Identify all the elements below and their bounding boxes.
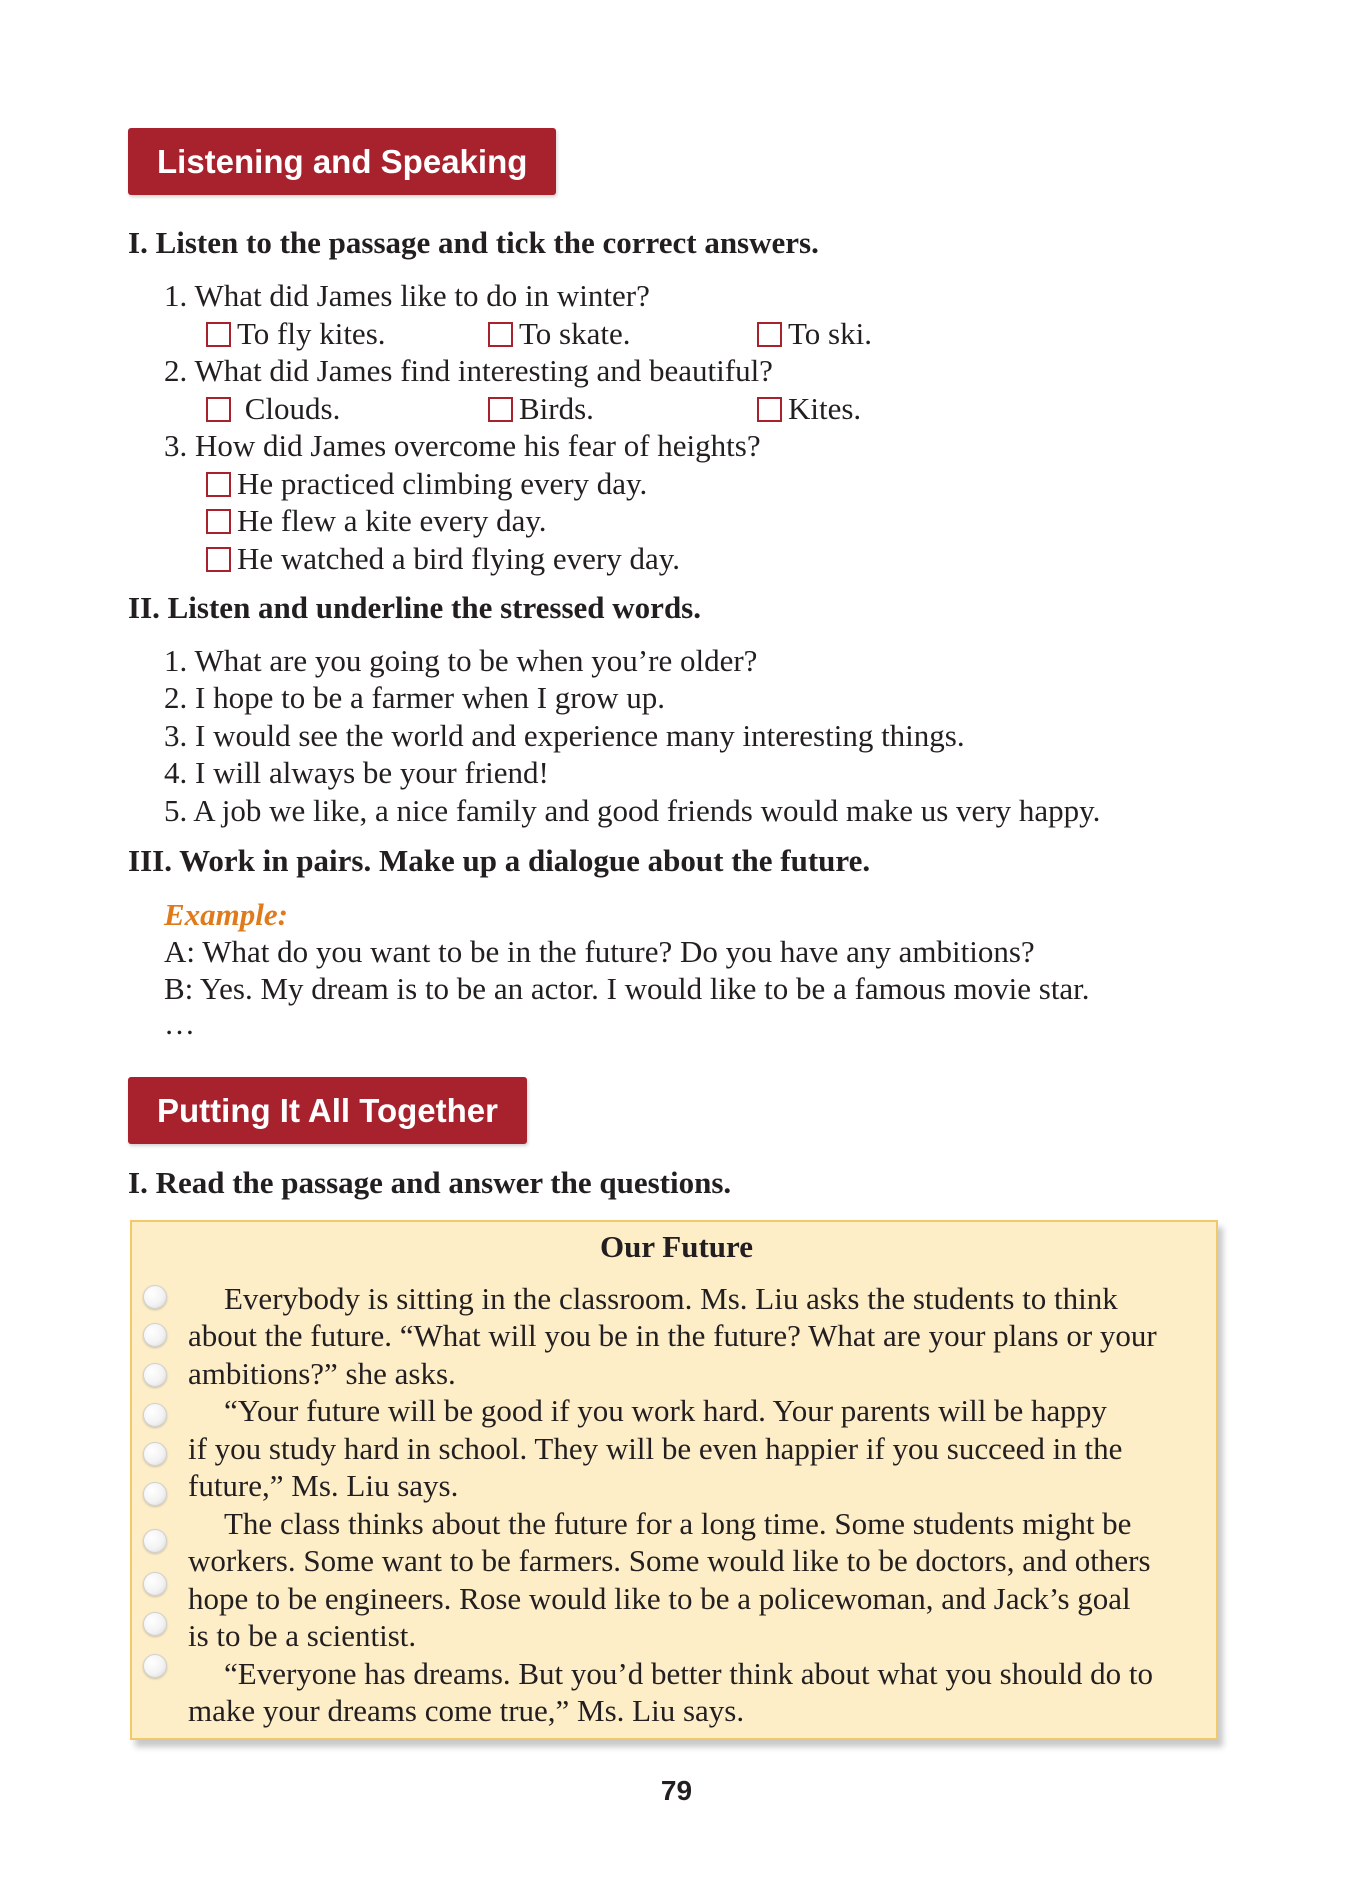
stress-item-3: 3. I would see the world and experience many interesting things. <box>164 718 965 753</box>
dialogue-line-b: B: Yes. My dream is to be an actor. I would like to be a famous movie star. <box>164 971 1090 1006</box>
q2-option-b[interactable] <box>488 391 594 427</box>
checkbox[interactable] <box>488 322 513 347</box>
page-number: 79 <box>660 1775 693 1806</box>
bullet-dot-icon <box>143 1285 167 1309</box>
option-label: He practiced climbing every day. <box>237 466 648 501</box>
passage-line-7: The class thinks about the future for a long time. Some students might be <box>224 1506 1132 1541</box>
bullet-dot-icon <box>143 1654 167 1678</box>
question-3: 3. How did James overcome his fear of heights? <box>164 428 761 463</box>
checkbox[interactable] <box>206 322 231 347</box>
q2-option-a[interactable] <box>206 391 340 427</box>
stress-item-1: 1. What are you going to be when you’re older? <box>164 643 758 678</box>
option-label: He flew a kite every day. <box>237 503 547 538</box>
bullet-dot-icon <box>143 1612 167 1636</box>
checkbox[interactable] <box>757 322 782 347</box>
option-label: He watched a bird flying every day. <box>237 541 681 576</box>
part3-heading: III. Work in pairs. Make up a dialogue about the future. <box>128 843 871 878</box>
q3-option-c[interactable] <box>206 541 680 577</box>
option-label: Kites. <box>788 391 862 426</box>
checkbox[interactable] <box>206 509 231 534</box>
section-banner-putting-together: Putting It All Together <box>128 1077 527 1144</box>
option-label: Birds. <box>519 391 594 426</box>
option-label: To fly kites. <box>237 316 386 351</box>
dialogue-line-a: A: What do you want to be in the future? Do you have any ambitions? <box>164 934 1035 969</box>
checkbox[interactable] <box>206 397 231 422</box>
option-label: To skate. <box>519 316 631 351</box>
passage-line-12: make your dreams come true,” Ms. Liu says. <box>188 1693 745 1728</box>
q1-option-b[interactable] <box>488 316 630 352</box>
passage-line-1: Everybody is sitting in the classroom. Ms. Liu asks the students to think <box>224 1281 1118 1316</box>
passage-title: Our Future <box>599 1229 753 1264</box>
bullet-dot-icon <box>143 1363 167 1387</box>
checkbox[interactable] <box>206 547 231 572</box>
option-label: Clouds. <box>237 391 341 426</box>
passage-line-6: future,” Ms. Liu says. <box>188 1468 459 1503</box>
dialogue-ellipsis: … <box>164 1006 195 1041</box>
q1-option-c[interactable] <box>757 316 872 352</box>
question-1: 1. What did James like to do in winter? <box>164 278 650 313</box>
passage-line-2: about the future. “What will you be in the future? What are your plans or your <box>188 1318 1157 1353</box>
stress-item-2: 2. I hope to be a farmer when I grow up. <box>164 680 665 715</box>
q3-option-b[interactable] <box>206 503 547 539</box>
stress-item-5: 5. A job we like, a nice family and good friends would make us very happy. <box>164 793 1101 828</box>
question-2: 2. What did James find interesting and beautiful? <box>164 353 773 388</box>
checkbox[interactable] <box>206 472 231 497</box>
option-label: To ski. <box>788 316 872 351</box>
example-label: Example: <box>164 897 288 932</box>
bullet-dot-icon <box>143 1572 167 1596</box>
stress-item-4: 4. I will always be your friend! <box>164 755 549 790</box>
part1-heading: I. Listen to the passage and tick the correct answers. <box>128 225 819 260</box>
passage-line-10: is to be a scientist. <box>188 1618 417 1653</box>
q3-option-a[interactable] <box>206 466 647 502</box>
q1-option-a[interactable] <box>206 316 386 352</box>
bullet-dot-icon <box>143 1403 167 1427</box>
reading-heading: I. Read the passage and answer the questions. <box>128 1165 732 1200</box>
passage-line-3: ambitions?” she asks. <box>188 1356 456 1391</box>
passage-line-4: “Your future will be good if you work hard. Your parents will be happy <box>224 1393 1107 1428</box>
passage-line-9: hope to be engineers. Rose would like to be a policewoman, and Jack’s goal <box>188 1581 1131 1616</box>
passage-line-5: if you study hard in school. They will be even happier if you succeed in the <box>188 1431 1123 1466</box>
bullet-dot-icon <box>143 1482 167 1506</box>
section-banner-listening-speaking: Listening and Speaking <box>128 128 556 195</box>
bullet-dot-icon <box>143 1442 167 1466</box>
bullet-dot-icon <box>143 1323 167 1347</box>
checkbox[interactable] <box>488 397 513 422</box>
bullet-dot-icon <box>143 1529 167 1553</box>
passage-line-11: “Everyone has dreams. But you’d better think about what you should do to <box>224 1656 1153 1691</box>
passage-line-8: workers. Some want to be farmers. Some would like to be doctors, and others <box>188 1543 1151 1578</box>
checkbox[interactable] <box>757 397 782 422</box>
part2-heading: II. Listen and underline the stressed words. <box>128 590 702 625</box>
q2-option-c[interactable] <box>757 391 861 427</box>
